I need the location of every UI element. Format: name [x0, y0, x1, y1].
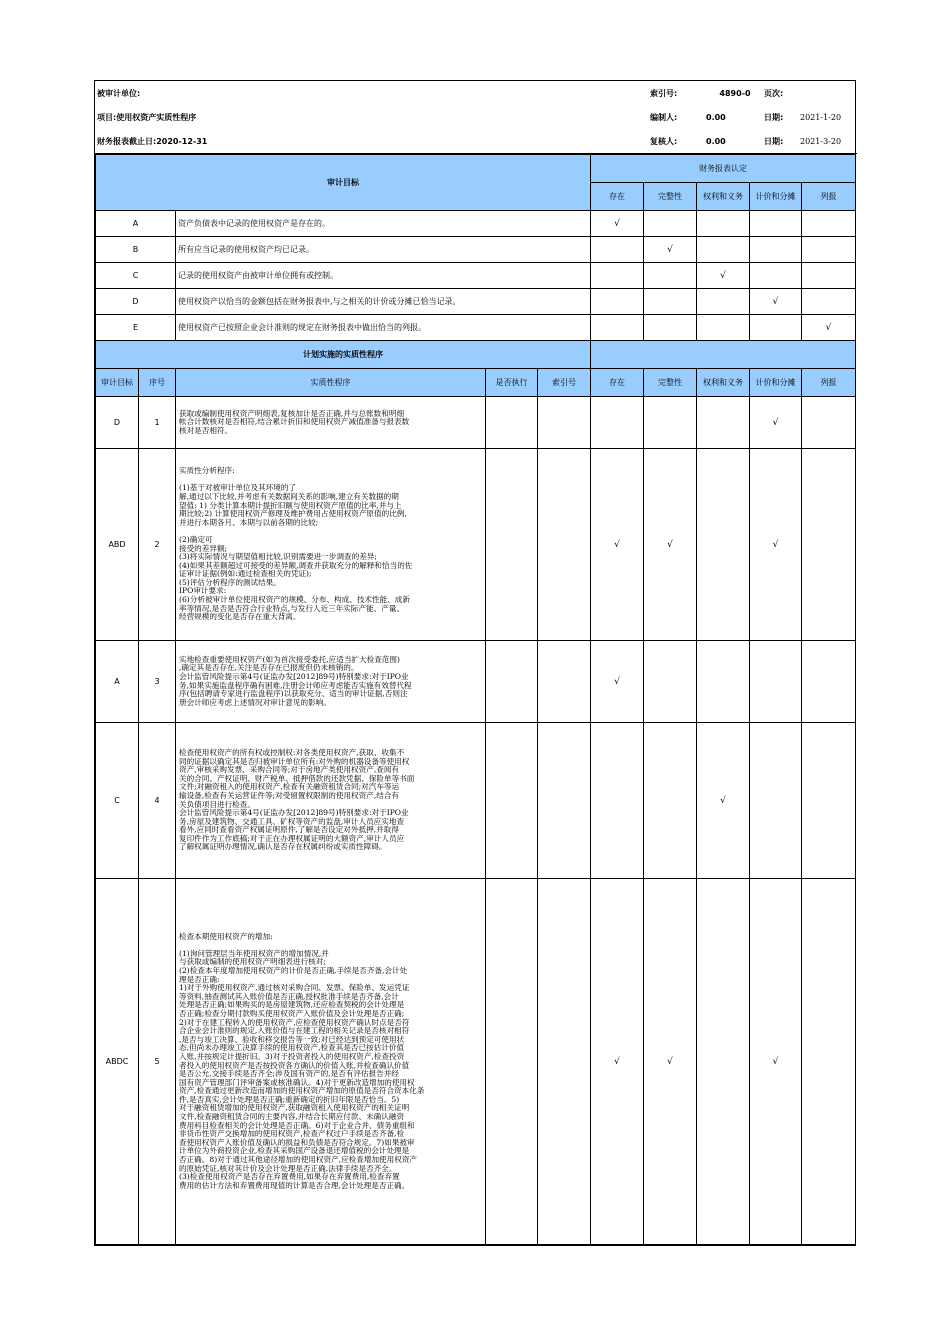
assertion-header: 列报: [802, 183, 856, 211]
objective-row: [96, 289, 856, 315]
assertion-header: 列报: [802, 369, 856, 397]
procedure-row: [96, 397, 856, 449]
procedure-objective: D: [96, 397, 139, 449]
index-cell[interactable]: [538, 449, 591, 641]
objective-code: D: [96, 289, 176, 315]
col-objective-header: 审计目标: [96, 369, 139, 397]
assertion-group-title: 财务报表认定: [591, 155, 856, 183]
preparer-value: 0.00: [706, 112, 726, 122]
index-cell[interactable]: [538, 397, 591, 449]
executed-cell[interactable]: [486, 397, 538, 449]
date-label-1: 日期:: [764, 112, 784, 122]
procedure-text: 实质性分析程序: (1)基于对被审计单位及其环境的了 解,通过以下比较,并考虑有关数据间关系的影响,建立有关数据的期 望值: 1) 分类计算本期计提折旧额与使用权资产原值的比率,并与上 期比较;2) 计算使用权资产修理及维护费用占使用权资产原值的比例, 并进行本期各月、本期与以前各期的比较; (2)确定可 接受的差异额; (3)将实际情况与期望值相比较,识别需要进一步调查的差异; (4)如果其差额超过可接受的差异额,调查并获取充分的解释和恰当的佐 证审计证据(例如:通过检查相关的凭证); (5)评估分析程序的测试结果。 IPO审计要求: (6)分析被审计单位使用权资产的规模、分布、构成、技术性能、成新 率等情况,是否是否符合行业特点,与发行人近三年实际产能、产量、 经营规模的变化是否存在重大背离。: [176, 449, 486, 641]
procedure-row: [96, 879, 856, 1245]
assertion-header: 计价和分摊: [750, 183, 802, 211]
index-cell[interactable]: [538, 879, 591, 1245]
objective-row: [96, 263, 856, 289]
procedure-text: 检查使用权资产的所有权或控制权:对各类使用权资产,获取、收集不 同的证据以确定其是否归被审计单位所有:对外购的机器设备等使用权 资产,审核采购发票、采购合同等;对于房地产类使用权资产,查阅有 关的合同、产权证明、财产税单、抵押借款的还款凭据、保险单等书面 文件;对融资租入的使用权资产,检查有关融资租赁合同;对汽车等运 输设备,检查有关运营证件等;对受留置权限制的使用权资产,结合有 关负债项目进行检查。 会计监管风险提示第4号(证监办发[2012]89号)特别要求:对于IPO业 务,房屋及建筑物、交通工具、矿权等资产的监盘,审计人员应实地查 看外,应同时查看资产权属证明原件,了解是否设定对外抵押,并取得 复印件作为工作底稿;对于正在办理权属证明的大额资产,审计人员应 了解权属证明办理情况,确认是否存在权属纠纷或实质性障碍。: [176, 723, 486, 879]
workpaper-sheet: [94, 80, 856, 1246]
objective-text: 资产负债表中记录的使用权资产是存在的。: [176, 211, 591, 237]
assertion-header: 权利和义务: [697, 369, 750, 397]
entity-label: 被审计单位:: [97, 88, 141, 98]
date-value-2: 2021-3-20: [800, 129, 857, 154]
index-label: 索引号:: [650, 88, 678, 98]
procedure-seq: 3: [139, 641, 176, 723]
objective-text: 使用权资产已按照企业会计准则的规定在财务报表中做出恰当的列报。: [176, 315, 591, 341]
objective-text: 记录的使用权资产由被审计单位拥有或控制。: [176, 263, 591, 289]
date-value-1: 2021-1-20: [800, 112, 842, 122]
check-mark: √: [750, 449, 802, 641]
procedure-seq: 4: [139, 723, 176, 879]
executed-cell[interactable]: [486, 449, 538, 641]
index-value: 4890-0: [719, 88, 751, 98]
preparer-label: 编制人:: [650, 112, 678, 122]
check-mark: √: [644, 449, 697, 641]
col-executed-header: 是否执行: [486, 369, 538, 397]
assertion-header: 存在: [591, 369, 644, 397]
executed-cell[interactable]: [486, 641, 538, 723]
procedure-seq: 2: [139, 449, 176, 641]
col-index-header: 索引号: [538, 369, 591, 397]
project-label: 项目:使用权资产实质性程序: [97, 112, 197, 122]
check-mark: √: [802, 315, 856, 341]
objective-code: C: [96, 263, 176, 289]
procedures-title: 计划实施的实质性程序: [96, 341, 591, 369]
procedure-objective: C: [96, 723, 139, 879]
procedure-row: [96, 723, 856, 879]
assertion-header: 权利和义务: [697, 183, 750, 211]
check-mark: √: [591, 641, 644, 723]
check-mark: √: [750, 879, 802, 1245]
objective-code: A: [96, 211, 176, 237]
check-mark: √: [750, 289, 802, 315]
executed-cell[interactable]: [486, 723, 538, 879]
assertion-header: 完整性: [644, 183, 697, 211]
check-mark: √: [591, 211, 644, 237]
objective-row: [96, 211, 856, 237]
date-label-2: 日期:: [764, 129, 800, 154]
procedure-objective: A: [96, 641, 139, 723]
procedure-row: [96, 641, 856, 723]
objective-code: B: [96, 237, 176, 263]
objective-text: 使用权资产以恰当的金额包括在财务报表中,与之相关的计价或分摊已恰当记录。: [176, 289, 591, 315]
procedure-objective: ABD: [96, 449, 139, 641]
procedure-objective: ABDC: [96, 879, 139, 1245]
executed-cell[interactable]: [486, 879, 538, 1245]
check-mark: √: [750, 397, 802, 449]
procedure-text: 获取或编制使用权资产明细表,复核加计是否正确,并与总账数和明细 帐合计数核对是否相符,结合累计折旧和使用权资产减值准备与报表数 核对是否相符。: [176, 397, 486, 449]
index-cell[interactable]: [538, 641, 591, 723]
col-seq-header: 序号: [139, 369, 176, 397]
objective-row: [96, 315, 856, 341]
procedure-seq: 1: [139, 397, 176, 449]
check-mark: √: [644, 879, 697, 1245]
audit-table: [95, 154, 856, 1245]
check-mark: √: [591, 449, 644, 641]
procedure-text: 实地检查重要使用权资产(如为首次接受委托,应适当扩大检查范围) ,确定其是否存在,关注是否存在已报废但仍未核销的。 会计监管风险提示第4号(证监办发[2012]89号)特别要求:对于IPO业 务,如果实施监盘程序确有困难,注册会计师应考虑能否实施有效替代程 序(包括聘请专家进行监盘程序)以获取充分、适当的审计证据,否则注 册会计师应考虑上述情况对审计意见的影响。: [176, 641, 486, 723]
workpaper-header: [95, 81, 857, 154]
reviewer-value: 0.00: [706, 129, 764, 154]
page-label: 页次:: [764, 88, 784, 98]
check-mark: √: [697, 263, 750, 289]
procedure-seq: 5: [139, 879, 176, 1245]
objective-text: 所有应当记录的使用权资产均已记录。: [176, 237, 591, 263]
col-procedure-header: 实质性程序: [176, 369, 486, 397]
procedure-text: 检查本期使用权资产的增加: (1)询问管理层当年使用权资产的增加情况,并 与获取或编制的使用权资产明细表进行核对; (2)检查本年度增加使用权资产的计价是否正确,手续是否齐备,会计处 理是否正确: 1)对于外购使用权资产,通过核对采购合同、发票、保险单、发运凭证 等资料,抽查测试其入账价值是否正确,授权批准手续是否齐备,会计 处理是否正确;如果购买的是房屋建筑物,还应检查契税的会计处理是 否正确;检查分期付款购买使用权资产入账价值及会计处理是否正确; 2)对于在建工程转入的使用权资产,应检查使用权资产确认时点是否符 合企业会计准则的规定,入账价值与在建工程的相关记录是否核对相符 ,是否与竣工决算、验收和移交报告等一致;对已经达到预定可使用状 态,但尚未办理竣工决算手续的使用权资产,检查其是否已按估计价值 入账,并按规定计提折旧。3)对于投资者投入的使用权资产,检查投资 者投入的使用权资产是否按投资各方确认的价值入账,并检查确认价值 是否公允,交接手续是否齐全;涉及国有资产的,是否有评估报告并经 国有资产管理部门评审备案或核准确认。4)对于更新改造增加的使用权 资产,检查通过更新改造而增加的使用权资产增加的原值是否符合资本化条 件,是否真实,会计处理是否正确;重新确定的折旧年限是否恰当。5) 对于融资租赁增加的使用权资产,获取融资租入使用权资产的相关证明 文件,检查融资租赁合同的主要内容,并结合长期应付款、未确认融资 费用科目检查相关的会计处理是否正确。6)对于企业合并、债务重组和 非货币性资产交换增加的使用权资产,检查产权过户手续是否齐备,检 查使用权资产入账价值及确认的损益和负债是否符合规定。7)如果被审 计单位为外商投资企业,检查其采购国产设备退还增值税的会计处理是 否正确。8)对于通过其他途径增加的使用权资产,应检查增加使用权资产 的原始凭证,核对其计价及会计处理是否正确,法律手续是否齐全。 (3)检查使用权资产是否存在弃置费用,如果存在弃置费用,检查弃置 费用的估计方法和弃置费用现值的计算是否合理,会计处理是否正确。: [176, 879, 486, 1245]
assertion-header: 存在: [591, 183, 644, 211]
assertion-header: 完整性: [644, 369, 697, 397]
check-mark: √: [644, 237, 697, 263]
objectives-title: 审计目标: [96, 155, 591, 211]
objective-code: E: [96, 315, 176, 341]
procedure-row: [96, 449, 856, 641]
assertion-header: 计价和分摊: [750, 369, 802, 397]
check-mark: √: [591, 879, 644, 1245]
objective-row: [96, 237, 856, 263]
reviewer-label: 复核人:: [650, 129, 706, 154]
period-label: 财务报表截止日:2020-12-31: [95, 129, 650, 154]
check-mark: √: [697, 723, 750, 879]
index-cell[interactable]: [538, 723, 591, 879]
